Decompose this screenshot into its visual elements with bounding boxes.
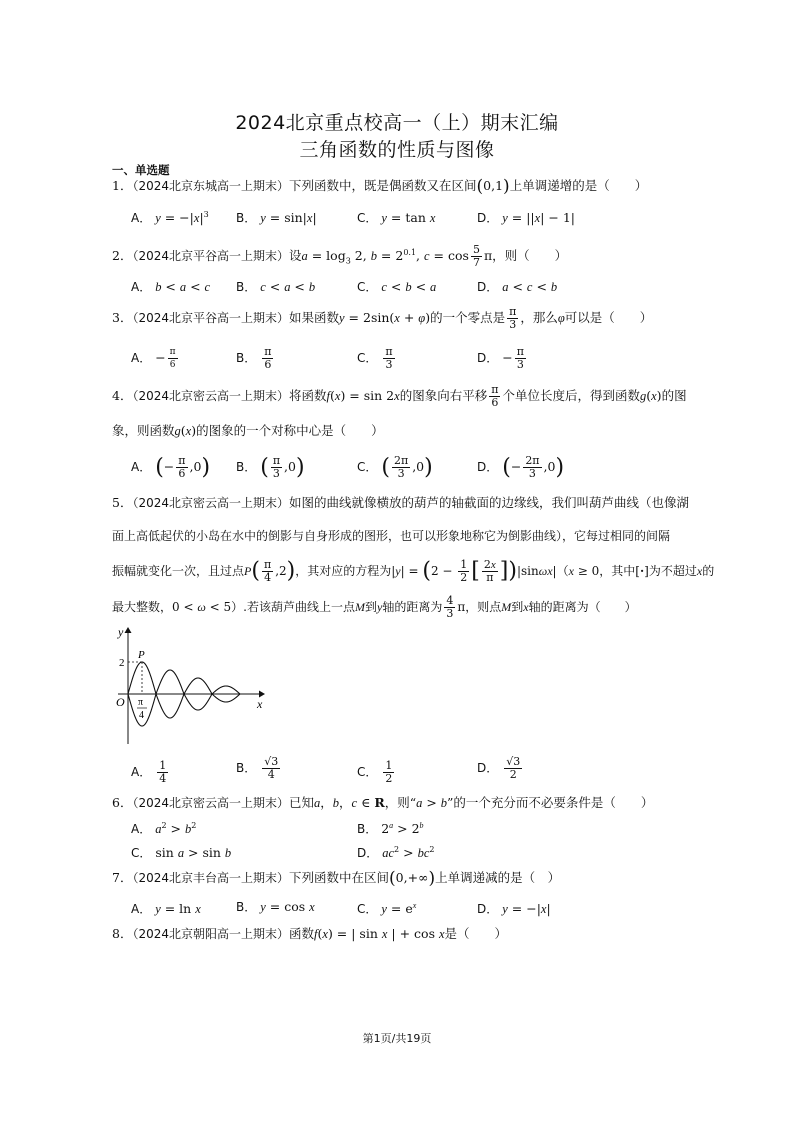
q2-option-a: A． b < a < c [131, 279, 211, 294]
q3-option-c: C． $\frac{\pi}{3}$ [357, 345, 393, 371]
section-heading: 一、单选题 [112, 163, 170, 177]
question-2-stem: 2．（2024北京平谷高一上期末）设$a = \log_3 2$, $b = 2^{0.1}$, c = cos $\frac{5}{7}$ π，则（ ） [112, 243, 568, 270]
q7-option-b: B． y = cos x [236, 899, 315, 914]
q1-option-a: A． $y = -|x|^3$ [131, 209, 209, 225]
curve-upper [128, 662, 240, 718]
gourd-curve-graph [112, 620, 272, 750]
point-p-label: P [138, 649, 145, 661]
question-5-stem-line3: 振幅就变化一次，且过点P( $\frac{\pi}{4}$ ,2)，其对应的方程为|y| = (2 − $\frac{1}{2}$ [ $\frac{2x}{\pi}$ ])|sinωx|（x ≥ 0，其中[·]为不超过x的 [112, 558, 715, 584]
q2-option-c: C． c < b < a [357, 279, 437, 294]
q6-option-a: A． $a^2 > b^2$ [131, 820, 197, 836]
q4-option-a: A． (− $\frac{\pi}{6}$ ,0) [131, 454, 211, 480]
q7-option-c: C． $y = e^x$ [357, 900, 417, 916]
question-5-stem-line1: 5．（2024北京密云高一上期末）如图的曲线就像横放的葫芦的轴截面的边缘线，我们叫葫芦曲线（也像湖 [112, 495, 690, 510]
y-tick-2: 2 [119, 657, 125, 669]
page-footer: 第1页/共19页 [362, 1032, 432, 1045]
q5-option-c: C． $\frac{1}{2}$ [357, 759, 393, 785]
q5-option-a: A． $\frac{1}{4}$ [131, 759, 167, 785]
question-4-stem-line2: 象，则函数g(x)的图象的一个对称中心是（ ） [112, 423, 384, 438]
q6-option-d: D． $ac^2 > bc^2$ [357, 844, 435, 860]
q6-option-c: C． sin a > sin b [131, 845, 232, 860]
q3-option-a: A． − $\frac{\pi}{6}$ [131, 347, 176, 370]
document-subtitle: 三角函数的性质与图像 [299, 139, 495, 161]
y-axis-label: y [118, 625, 124, 639]
q1-option-c: C． y = tan x [357, 210, 436, 225]
q5-option-d: D． $\frac{√3}{2}$ [477, 755, 521, 781]
q1-option-d: D． y = ||x| − 1| [477, 210, 575, 225]
q4-option-b: B． ( $\frac{\pi}{3}$ ,0) [236, 454, 305, 480]
question-7-stem: 7．（2024北京丰台高一上期末）下列函数中在区间(0,+∞)上单调递减的是（ ） [112, 868, 561, 889]
q2-option-d: D． a < c < b [477, 279, 558, 294]
origin-label: O [116, 695, 125, 709]
q2-option-b: B． c < a < b [236, 279, 316, 294]
document-title: 2024北京重点校高一（上）期末汇编 [235, 112, 559, 134]
q7-option-d: D． y = −|x| [477, 901, 551, 916]
q7-option-a: A． y = ln x [131, 901, 201, 916]
q3-option-b: B． $\frac{\pi}{6}$ [236, 345, 272, 371]
question-5-stem-line2: 面上高低起伏的小岛在水中的倒影与自身形成的图形，也可以形象地称它为倒影曲线），它每过相同的间隔 [112, 529, 671, 543]
question-5-stem-line4: 最大整数，0 < ω < 5）.若该葫芦曲线上一点M到y轴的距离为 $\frac{4}{3}$ π，则点M到x轴的距离为（ ） [112, 594, 637, 620]
curve-lower [128, 670, 240, 726]
q4-option-c: C． ( $\frac{2\pi}{3}$ ,0) [357, 454, 433, 480]
q6-option-b: B． $2^a > 2^b$ [357, 820, 424, 836]
x-tick-pi: π [138, 697, 144, 708]
x-tick-4: 4 [139, 710, 144, 721]
question-3-stem: 3．（2024北京平谷高一上期末）如果函数y = 2sin(x + φ)的一个零点是 $\frac{\pi}{3}$ ，那么φ可以是（ ） [112, 305, 653, 331]
question-6-stem: 6．（2024北京密云高一上期末）已知a，b，c ∈ R，则“a > b”的一个充分而不必要条件是（ ） [112, 795, 654, 810]
question-8-stem: 8．（2024北京朝阳高一上期末）函数f(x) = | sin x | + cos x是（ ） [112, 926, 508, 941]
q1-option-b: B． y = sin|x| [236, 210, 317, 225]
q3-option-d: D． − $\frac{\pi}{3}$ [477, 345, 524, 371]
question-4-stem: 4．（2024北京密云高一上期末）将函数f(x) = sin 2x的图象向右平移 $\frac{\pi}{6}$ 个单位长度后，得到函数g(x)的图 [112, 383, 687, 409]
q5-option-b: B． $\frac{√3}{4}$ [236, 755, 279, 781]
question-1-stem: 1．（2024北京东城高一上期末）下列函数中，既是偶函数又在区间(0,1)上单调递增的是（ ） [112, 176, 648, 197]
q4-option-d: D． (− $\frac{2\pi}{3}$ ,0) [477, 454, 565, 480]
x-axis-label: x [257, 697, 263, 711]
